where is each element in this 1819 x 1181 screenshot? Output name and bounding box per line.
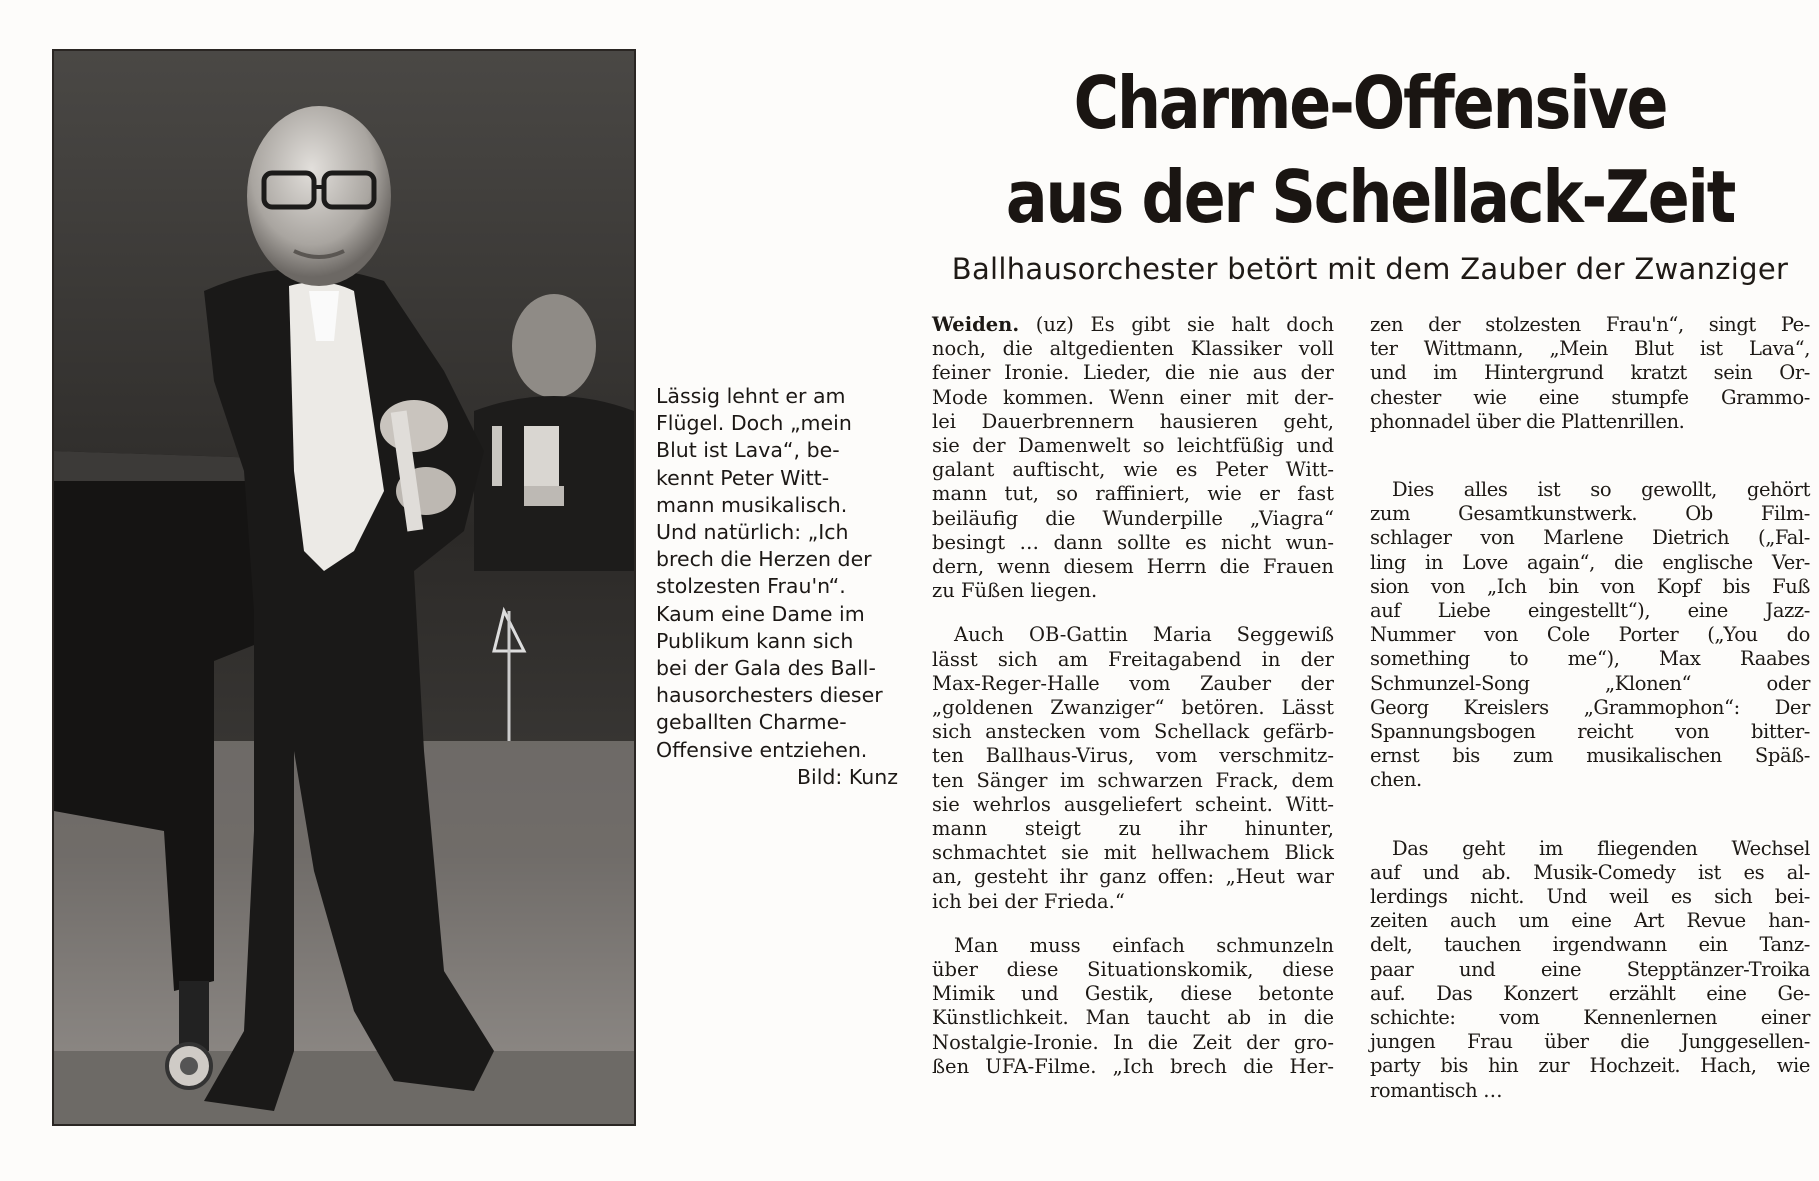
article-column-2 <box>1370 313 1810 1103</box>
article-line: Das geht im fliegenden Wechsel <box>1392 836 1810 860</box>
article-line: ßen UFA-Filme. „Ich brech die Her- <box>932 1054 1334 1078</box>
article-line: auf Liebe eingestellt“), eine Jazz- <box>1370 599 1810 623</box>
article-line: lässt sich am Freitagabend in der <box>932 647 1334 671</box>
article-line: party bis hin zur Hochzeit. Hach, wie <box>1370 1054 1810 1078</box>
caption-line: Lässig lehnt er am <box>656 384 846 408</box>
article-line: Spannungsbogen reicht von bitter- <box>1370 720 1810 744</box>
article-line: zu Füßen liegen. <box>932 579 1098 603</box>
caption-line: Blut ist Lava“, be- <box>656 438 840 463</box>
article-line: zum Gesamtkunstwerk. Ob Film- <box>1370 502 1810 526</box>
caption-line: hausorchesters dieser <box>656 683 883 708</box>
caption-line: stolzesten Frau'n“. <box>656 574 846 599</box>
article-line: paar und eine Stepptänzer-Troika <box>1370 957 1810 981</box>
article-line: Max-Reger-Halle vom Zauber der <box>932 671 1334 695</box>
article-line: sion von „Ich bin von Kopf bis Fuß <box>1370 574 1810 598</box>
caption-line: kennt Peter Witt- <box>656 465 830 490</box>
article-line: mann steigt zu ihr hinunter, <box>932 817 1334 841</box>
article-line: Auch OB-Gattin Maria Seggewiß <box>954 623 1334 647</box>
article-line: schichte: vom Kennenlernen einer <box>1370 1006 1810 1030</box>
article-line: auf. Das Konzert erzählt eine Ge- <box>1370 981 1810 1005</box>
article-line: phonnadel über die Plattenrillen. <box>1370 409 1685 433</box>
article-line: ten Sänger im schwarzen Frack, dem <box>932 768 1334 792</box>
article-line: chester wie eine stumpfe Grammo- <box>1370 385 1810 409</box>
article-line: schlager von Marlene Dietrich („Fal- <box>1370 526 1810 550</box>
photo-graphic <box>54 51 634 1124</box>
article-line: sie der Damenwelt so leichtfüßig und <box>932 434 1334 458</box>
headline-line-2: aus der Schellack-Zeit <box>1005 155 1735 239</box>
article-line: Mimik und Gestik, diese betonte <box>932 982 1334 1006</box>
article-line: sich anstecken vom Schellack gefärb- <box>932 720 1334 744</box>
photo-caption <box>656 383 898 791</box>
article-line: ling in Love again“, die englische Ver- <box>1370 550 1810 574</box>
article-line: beiläufig die Wunderpille „Viagra“ <box>932 506 1334 530</box>
article-line: noch, die altgedienten Klassiker voll <box>932 337 1334 361</box>
article-line: ich bei der Frieda.“ <box>932 889 1125 913</box>
article-line: ten Ballhaus-Virus, vom verschmitz- <box>932 744 1334 768</box>
article-line: Nummer von Cole Porter („You do <box>1370 623 1810 647</box>
article-line: dern, wenn diesem Herrn die Frauen <box>932 555 1334 579</box>
article-line: ernst bis zum musikalischen Späß- <box>1370 744 1810 768</box>
subheadline: Ballhausorchester betört mit dem Zauber der Zwanziger <box>951 252 1789 286</box>
article-line: lei Dauerbrennern hausieren geht, <box>932 409 1334 433</box>
article-line: „goldenen Zwanziger“ betören. Lässt <box>932 696 1334 720</box>
caption-line: Und natürlich: „Ich <box>656 520 849 545</box>
article-line: Dies alles ist so gewollt, gehört <box>1392 478 1810 502</box>
article-line: und im Hintergrund kratzt sein Or- <box>1370 361 1810 385</box>
article-line: Mode kommen. Wenn einer mit der- <box>932 385 1334 409</box>
article-line: Weiden. (uz) Es gibt sie halt doch <box>932 313 1334 336</box>
article-line: zen der stolzesten Frau'n“, singt Pe- <box>1370 313 1810 336</box>
article-line: feiner Ironie. Lieder, die nie aus der <box>932 361 1334 385</box>
article-line: mann tut, so raffiniert, wie er fast <box>932 482 1334 506</box>
article-line: zeiten auch um eine Art Revue han- <box>1370 909 1810 933</box>
caption-line: Flügel. Doch „mein <box>656 411 852 436</box>
article-line: Man muss einfach schmunzeln <box>954 933 1334 957</box>
article-line: lerdings nicht. Und weil es sich bei- <box>1370 885 1810 909</box>
caption-line: brech die Herzen der <box>656 547 872 572</box>
article-line: schmachtet sie mit hellwachem Blick <box>932 841 1334 865</box>
article-line: Künstlichkeit. Man taucht ab in die <box>932 1006 1334 1030</box>
headline-line-1: Charme-Offensive <box>1073 61 1667 145</box>
article-line: sie wehrlos ausgeliefert scheint. Witt- <box>932 792 1334 816</box>
article-line: jungen Frau über die Junggesellen- <box>1370 1030 1810 1054</box>
article-line: besingt … dann sollte es nicht wun- <box>932 530 1334 554</box>
article-line: chen. <box>1370 768 1422 792</box>
article-line: auf und ab. Musik-Comedy ist es al- <box>1370 860 1810 884</box>
article-line: Georg Kreislers „Grammophon“: Der <box>1370 695 1810 719</box>
article-line: galant auftischt, wie es Peter Witt- <box>932 458 1334 482</box>
article-line: ter Wittmann, „Mein Blut ist Lava“, <box>1370 337 1810 361</box>
caption-line: Publikum kann sich <box>656 628 854 653</box>
article-line: romantisch … <box>1370 1078 1503 1102</box>
article-column-1 <box>932 313 1334 1079</box>
article-line: Nostalgie-Ironie. In die Zeit der gro- <box>932 1030 1334 1054</box>
dateline: Weiden. <box>932 313 1020 336</box>
caption-line: Kaum eine Dame im <box>656 601 865 626</box>
caption-line: geballten Charme- <box>656 710 847 735</box>
article-line: delt, tauchen irgendwann ein Tanz- <box>1370 933 1810 957</box>
performer-photo <box>52 49 636 1126</box>
article-line: Schmunzel-Song „Klonen“ oder <box>1370 671 1810 695</box>
caption-line: Offensive entziehen. <box>656 737 868 762</box>
photo-credit: Bild: Kunz <box>796 764 898 789</box>
caption-line: bei der Gala des Ball- <box>656 656 876 681</box>
caption-line: mann musikalisch. <box>656 492 848 517</box>
article-line: an, gesteht ihr ganz offen: „Heut war <box>932 865 1334 889</box>
article-line: über diese Situationskomik, diese <box>932 958 1334 982</box>
headline <box>992 56 1749 244</box>
article-line: something to me“), Max Raabes <box>1370 647 1810 671</box>
